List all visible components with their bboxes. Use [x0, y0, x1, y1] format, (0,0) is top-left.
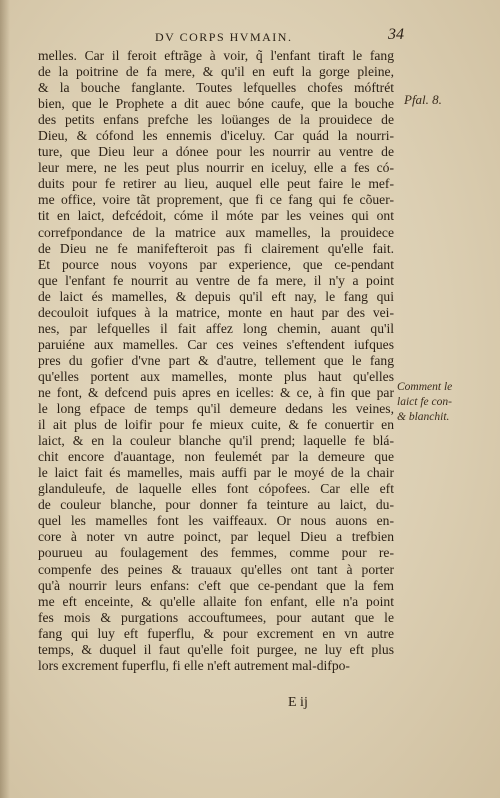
- text-line: il ait plus de loifir pour fe mieux cuite, & fe conuertir en: [38, 417, 394, 433]
- text-line: pourueu au foulagement des femmes, comme pour re-: [38, 545, 394, 561]
- text-line: correfpondance de la matrice aux mamelles, la prouidece: [38, 224, 394, 240]
- text-line: Dieu, & cófond les ennemis d'iceluy. Car quád la nourri-: [38, 128, 394, 144]
- text-line: fang qui luy eft fuperflu, & pour excrement en vn autre: [38, 625, 394, 641]
- running-head: DV CORPS HVMAIN.: [155, 30, 293, 44]
- text-line: que l'enfant fe nourrit au ventre de fa mere, il n'y a point: [38, 272, 394, 288]
- text-line: decouloit iufques à la matrice, monte en haut par des vei-: [38, 304, 394, 320]
- text-line: glanduleufe, de laquelle elles font cópofees. Car elle eft: [38, 481, 394, 497]
- text-line: qu'à nourrir leurs enfans: c'eft que ce-pendant que la fem: [38, 577, 394, 593]
- margin-note-line-3: & blanchit.: [397, 411, 450, 423]
- text-line: duits pour fe retirer au lieu, auquel elle peut faire le mef-: [38, 176, 394, 192]
- text-line: & la bouche fanglante. Toutes lefquelles chofes móftrét: [38, 80, 394, 96]
- text-line: de couleur blanche, pour donner fa teinture au laict, du-: [38, 497, 394, 513]
- text-line: des petits enfans prefche les loüanges de la prouidece de: [38, 112, 394, 128]
- text-line: lors excrement fuperflu, fi elle n'eft autrement mal-difpo-: [38, 657, 350, 673]
- text-line: de Dieu ne fe manifefteroit pas fi clairement qu'elle fait.: [38, 240, 394, 256]
- page-number: 34: [388, 26, 404, 43]
- text-line: laict, & en la couleur blanche qu'il prend; laquelle fe blá-: [38, 433, 394, 449]
- text-line: ture, que Dieu leur a dónee pour les nourrir au ventre de: [38, 144, 394, 160]
- text-line: Et pource nous voyons par experience, que ce-pendant: [38, 256, 394, 272]
- text-line: temps, & duquel il faut qu'elle foit purgee, ne luy eft plus: [38, 641, 394, 657]
- text-line: melles. Car il feroit eftrãge à voir, q̃ l'enfant tiraft le fang: [38, 48, 394, 63]
- text-line: quel les mamelles font les vaiffeaux. Or nous auons en-: [38, 513, 394, 529]
- margin-note-line-2: laict fe con-: [397, 396, 452, 408]
- text-line: paruiéne aux mamelles. Car ces veines s'eftendent iufques: [38, 336, 394, 352]
- text-line: me eft enceinte, & qu'elle allaite fon enfant, elle n'a point: [38, 593, 394, 609]
- text-line: pres du gofier d'vne part & d'autre, tellement que le fang: [38, 352, 394, 368]
- text-line: chit encore d'auantage, non feulemét par la demeure que: [38, 449, 394, 465]
- text-line: de la poitrine de fa mere, & qu'il en euft la gorge pleine,: [38, 64, 394, 80]
- text-line: bien, que le Prophete a dit auec bóne caufe, que la bouche: [38, 96, 394, 112]
- text-line: fes mois & purgations accouftumees, pour autant que le: [38, 609, 394, 625]
- text-line: leur mere, ne les peut plus nourrir en iceluy, elle a fes có-: [38, 160, 394, 176]
- margin-note-line-1: Comment le: [397, 381, 453, 393]
- text-line: core à noter vn autre poinct, par lequel Dieu a trefbien: [38, 529, 394, 545]
- main-text-block: [38, 48, 394, 674]
- text-line: compenfe des peines & trauaux qu'elles ont tant à porter: [38, 561, 394, 577]
- text-line: qu'elles portent aux mamelles, monte plus haut qu'elles: [38, 368, 394, 384]
- signature-mark: E ij: [288, 695, 308, 710]
- text-line: nes, par lefquelles il fait affez long chemin, auant qu'il: [38, 320, 394, 336]
- text-line: le laict fait és mamelles, mais auffi par le moyé de la chair: [38, 465, 394, 481]
- text-line: ne font, & defcend puis apres en icelles: & ce, à fin que par: [38, 384, 394, 400]
- text-line: de laict és mamelles, & depuis qu'il eft nay, le fang qui: [38, 288, 394, 304]
- text-line: me office, voire tãt proprement, que fi ce fang qui fe cõuer-: [38, 192, 394, 208]
- margin-note-psalm: Pfal. 8.: [404, 92, 442, 107]
- text-line: le long efpace de temps qu'il demeure dedans les veines,: [38, 401, 394, 417]
- binding-shadow: [0, 0, 10, 798]
- text-line: tit en laict, defcédoit, cóme il móte par les veines qui ont: [38, 208, 394, 224]
